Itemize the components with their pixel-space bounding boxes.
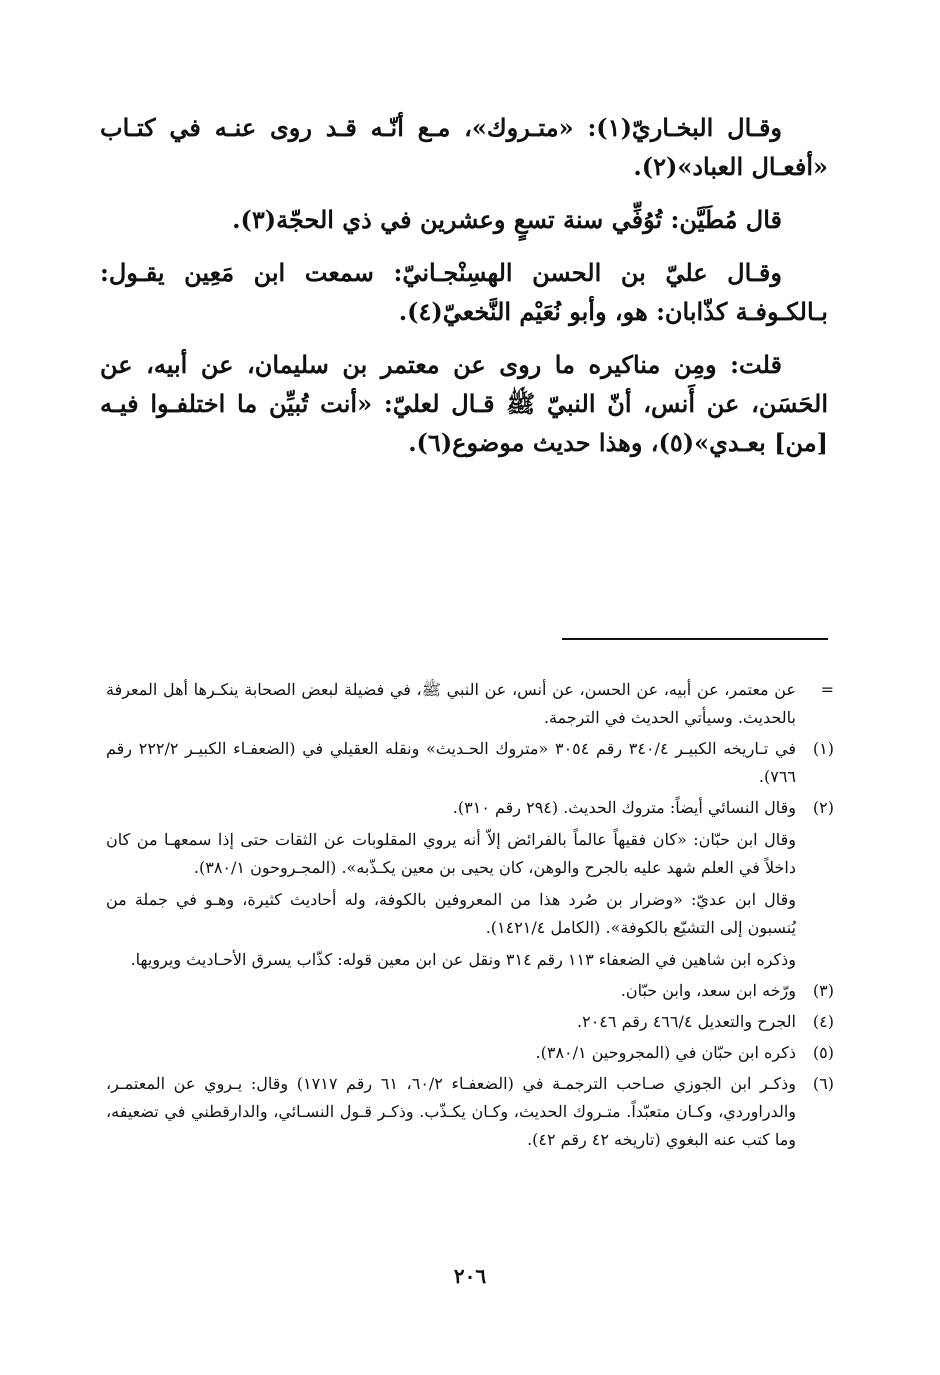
footnote-mark: (٣)	[812, 981, 834, 1000]
footnote-mark: (٦)	[812, 1074, 834, 1093]
footnote-body	[106, 1070, 796, 1154]
paragraph-ali-ibn-hasan: وقـال عليّ بن الحسن الهسِنْجـانيّ: سمعت ابن مَعِين يقـول: بـالكـوفـة كذّابان: هو، وأبو نُعَيْم النَّخعيّ(٤).	[100, 258, 828, 326]
footnote-mark: (١)	[812, 739, 834, 758]
footnote-separator	[562, 638, 828, 640]
paragraph-mutayyan: قال مُطَيَّن: تُوُفِّي سنة تسعٍ وعشرين في ذي الحجّة(٣).	[232, 205, 782, 234]
footnote-text: في تـاريخه الكبيـر ٣٤٠/٤ رقم ٣٠٥٤ «متروك الحـديث» ونقله العقيلي في (الضعفـاء الكبيـر ٢٢٢/٢ رقم ٧٦٦).	[106, 739, 797, 786]
footnote-mark: (٥)	[812, 1043, 834, 1062]
footnote-mark: =	[820, 680, 834, 699]
footnotes	[106, 676, 834, 1157]
footnote-text: الجرح والتعديل ٤٦٦/٤ رقم ٢٠٤٦.	[577, 1012, 796, 1031]
footnote-mark: (٤)	[812, 1012, 834, 1031]
footnote-5	[106, 1039, 834, 1067]
main-text	[100, 108, 828, 476]
footnote-text: ذكره ابن حبّان في (المجروحين ٣٨٠/١).	[535, 1043, 796, 1062]
footnote-text: وقال ابن حبّان: «كان فقيهاً عالماً بالفرائض إلاّ أنه يروي المقلوبات عن الثقات حتى إذا سمعهـا من كان داخلاً في العلم شهد عليه بالجرح والوهن، كان يحيى بن معين يكـذّبه». (المجـروحون ٣٨٠/١).	[106, 830, 796, 877]
footnote-text: عن معتمر، عن أبيه، عن الحسن، عن أنس، عن النبي ﷺ، في فضيلة لبعض الصحابة ينكـرها أهل المعرفة بالحديث. وسيأتي الحديث في الترجمة.	[106, 680, 796, 727]
footnote-text: ورّخه ابن سعد، وابن حبّان.	[620, 981, 796, 1000]
footnote-1	[106, 735, 834, 791]
footnote-text: وذكـر ابن الجوزي صـاحب الترجمـة في (الضعفـاء ٦٠/٢، ٦١ رقم ١٧١٧) وقال: يـروي عن المعتمـر، والدراوردي، وكـان متعبّداً. متـروك الحديث، وكـان يكـذّب. وذكـر قـول النسـائي، والدارقطني في تضعيفه، وما كتب عنه البغوي (تاريخه ٤٢ رقم ٤٢).	[106, 1074, 797, 1149]
footnote-text: وقال النسائي أيضاً: متروك الحديث. (٢٩٤ رقم ٣١٠).	[452, 798, 796, 817]
footnote-body	[106, 977, 796, 1005]
footnote-text: وذكره ابن شاهين في الضعفاء ١١٣ رقم ٣١٤ ونقل عن ابن معين قوله: كذّاب يسرق الأحـاديث ويرويها.	[130, 950, 796, 969]
footnote-2	[106, 794, 834, 974]
footnote-6	[106, 1070, 834, 1154]
footnote-4	[106, 1008, 834, 1036]
footnote-body	[106, 1039, 796, 1067]
footnote-body	[106, 735, 796, 791]
paragraph-manakir: قلت: ومِن مناكيره ما روى عن معتمر بن سليمان، عن أبيه، عن الحَسَن، عن أَنس، أنّ النبيّ ﷺ قـال لعليّ: «أنت تُبيِّن ما اختلفـوا فيـه [من] بعـدي»(٥)، وهذا حديث موضوع(٦).	[100, 350, 828, 457]
paragraph-bukhari: وقـال البخـاريّ(١): «متـروك»، مـع أنّـه قـد روى عنـه في كتـاب «أفعـال العباد»(٢).	[100, 113, 828, 181]
footnote-body	[106, 794, 796, 974]
footnote-mark: (٢)	[812, 798, 834, 817]
footnote-text: وقال ابن عديّ: «وضرار بن صُرد هذا من المعروفين بالكوفة، وله أحاديث كثيرة، وهـو في جملة من يُنسبون إلى التشيّع بالكوفة». (الكامل ١٤٢١/٤).	[106, 890, 796, 937]
footnote-body	[106, 1008, 796, 1036]
footnote-3	[106, 977, 834, 1005]
footnote-body	[106, 676, 796, 732]
footnote-continued	[106, 676, 834, 732]
page-number: ٢٠٦	[453, 1264, 487, 1288]
